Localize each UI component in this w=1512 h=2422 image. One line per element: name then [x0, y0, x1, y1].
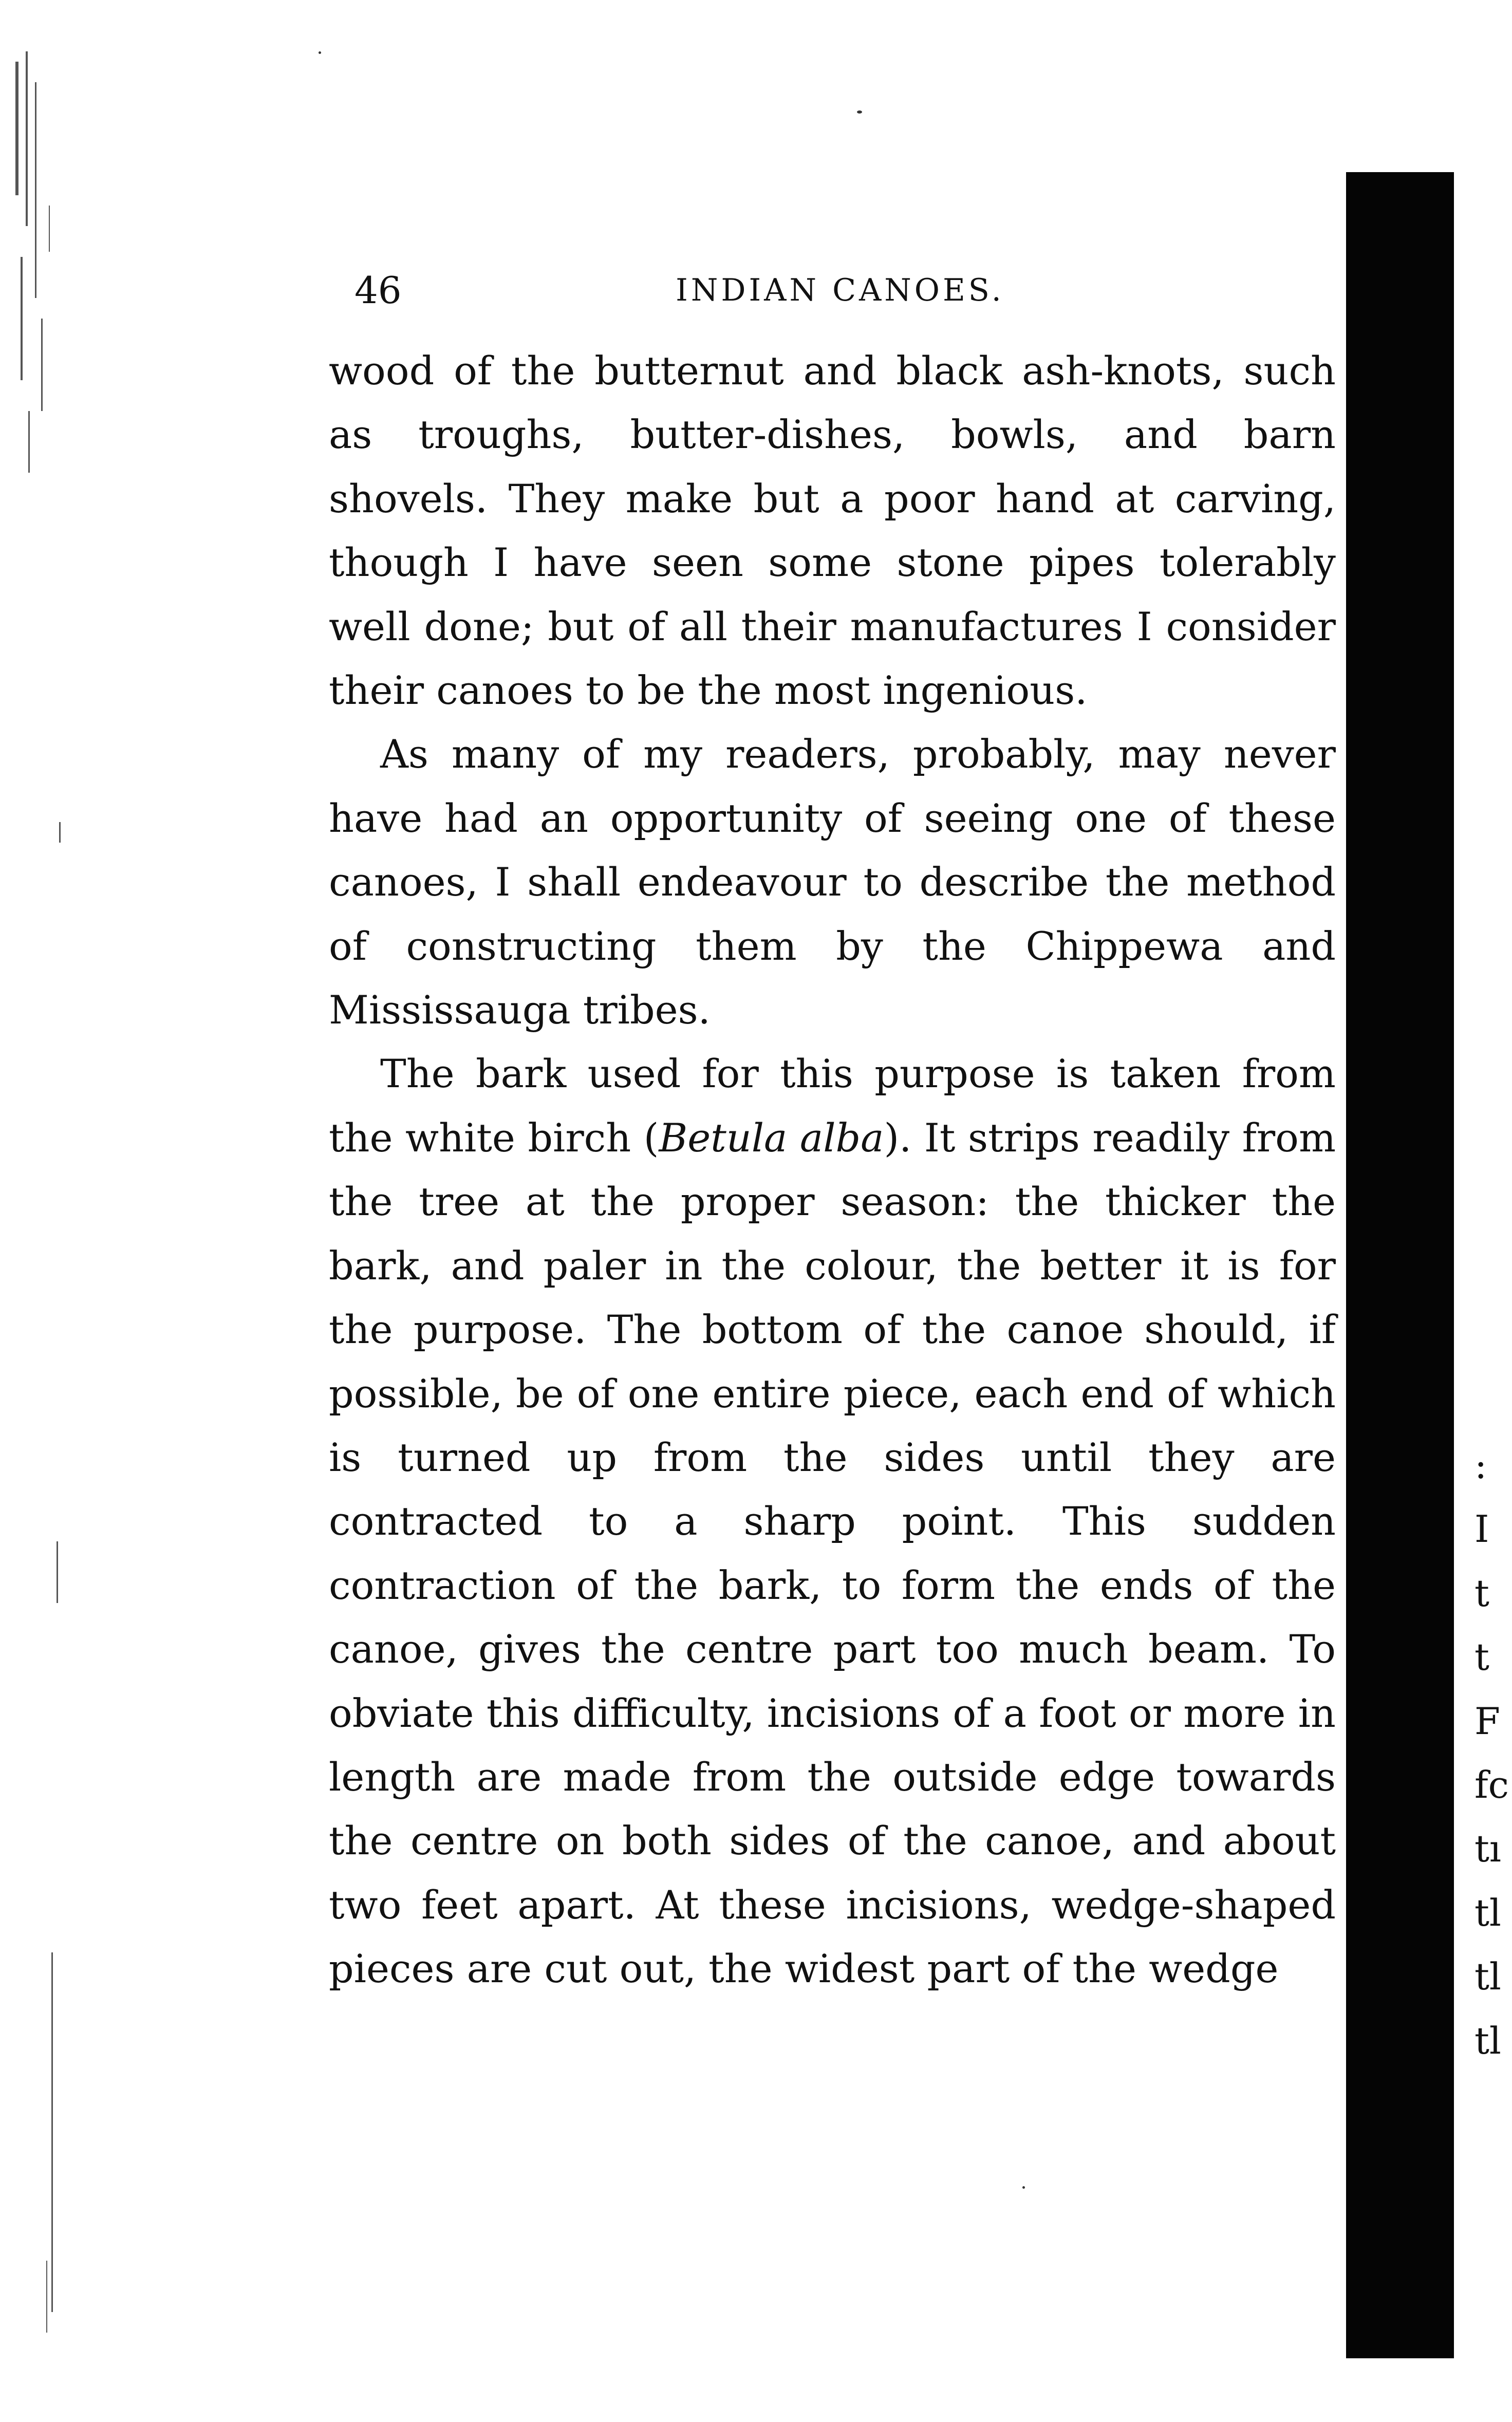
- paragraph-3: [329, 1042, 1336, 2001]
- edge-fragment: t: [1474, 1571, 1489, 1615]
- edge-fragment: tl: [1474, 2019, 1501, 2062]
- edge-fragment: fc: [1474, 1763, 1509, 1807]
- paragraph-1: wood of the butternut and black ash-knots, such as troughs, butter-dishes, bowls, and barn shovels. They make but a poor hand at carving, though I have seen some stone pipes tolerably well done; but of all their manufactures I consider their canoes to be the most ingenious.: [329, 348, 1336, 714]
- scan-gutter-marks: [10, 51, 72, 2312]
- species-name-italic: Betula alba: [659, 1114, 884, 1161]
- edge-fragment: tl: [1474, 1955, 1501, 1999]
- page-number: 46: [354, 269, 402, 312]
- page-header-title: INDIAN CANOES.: [676, 272, 1004, 308]
- edge-fragment: :: [1474, 1444, 1487, 1487]
- edge-fragment: tl: [1474, 1891, 1501, 1934]
- running-head: [354, 267, 1326, 313]
- scan-speck: [1022, 2186, 1025, 2189]
- edge-fragment: tı: [1474, 1827, 1501, 1871]
- scan-speck: [319, 51, 321, 54]
- body-text: [329, 339, 1336, 2001]
- paragraph-3-text-a: The bark used for this purpose is taken from the white birch (: [329, 1051, 1336, 1161]
- edge-fragment: I: [1474, 1507, 1489, 1551]
- paragraph-2: As many of my readers, probably, may never have had an opportunity of seeing one of these canoes, I shall endeavour to describe the method of constructing them by the Chippewa and Mississauga tribes.: [329, 731, 1336, 1033]
- binding-shadow: [1346, 172, 1454, 2358]
- edge-fragment: t: [1474, 1635, 1489, 1679]
- scan-speck: [857, 110, 862, 114]
- paragraph-3-text-b: ). It strips readily from the tree at the proper season: the thicker the bark, and paler in the colour, the better it is for the purpose. The bottom of the canoe should, if possible, be of one entire piece, each end of which is turned up from the sides until they are contracted to a sharp point. This sudden contraction of the bark, to form the ends of the canoe, gives the centre part too much beam. To obviate this difficulty, incisions of a foot or more in length are made from the outside edge towards the centre on both sides of the canoe, and about two feet apart. At these incisions, wedge-shaped pieces are cut out, the widest part of the wedge: [329, 1114, 1336, 1992]
- adjacent-page-fragments: [1474, 1433, 1510, 2073]
- edge-fragment: F: [1474, 1699, 1500, 1743]
